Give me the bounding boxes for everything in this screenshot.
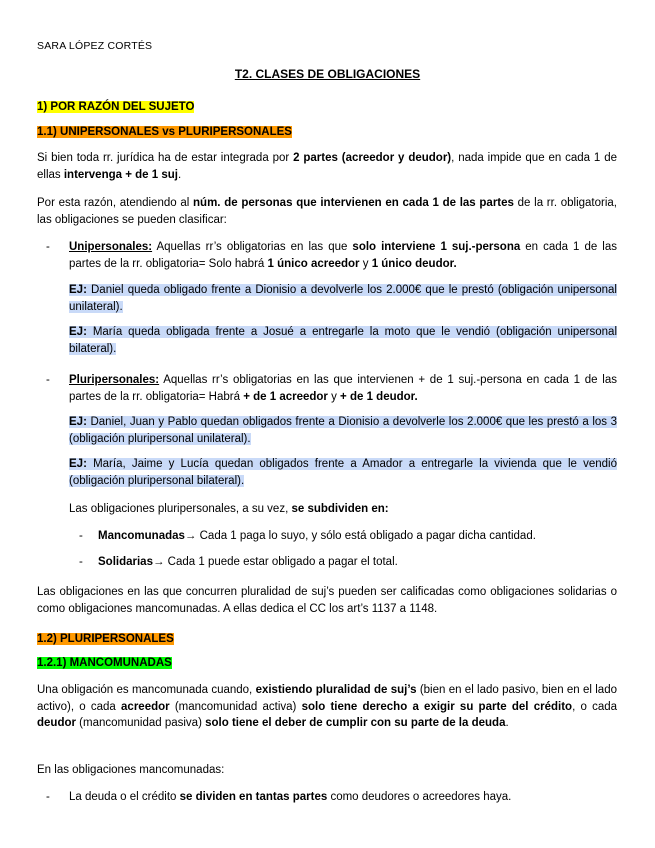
bullet-dash: - xyxy=(79,556,83,568)
example-2: EJ: María queda obligada frente a Josué a entregarle la moto que le vendió (obligación unipersonal bilateral). xyxy=(69,326,617,355)
bullet-dash: - xyxy=(46,374,50,386)
subdivision-text: Las obligaciones pluripersonales, a su vez, se subdividen en: xyxy=(69,503,389,515)
paragraph-cc: Las obligaciones en las que concurren pluralidad de suj’s pueden ser calificadas como obligaciones solidarias o como obligaciones mancomunadas. A ellas dedica el CC los art’s 1137 a 1148. xyxy=(37,586,617,615)
bullet-dash: - xyxy=(79,530,83,542)
example-1: EJ: Daniel queda obligado frente a Dionisio a devolverle los 2.000€ que le prestó (obligación unipersonal unilateral). xyxy=(69,284,617,313)
paragraph-intro: Si bien toda rr. jurídica ha de estar integrada por 2 partes (acreedor y deudor), nada impide que en cada 1 de ellas intervenga + de 1 suj. xyxy=(37,152,617,181)
paragraph-mancomunadas-intro: En las obligaciones mancomunadas: xyxy=(37,764,225,776)
list-item-pluripersonales: Pluripersonales: Aquellas rr’s obligatorias en las que intervienen + de 1 suj.-persona en cada 1 de las partes de la rr. obligatoria= Habrá + de 1 acreedor y + de 1 deudor. xyxy=(69,374,617,403)
author-name: SARA LÓPEZ CORTÉS xyxy=(37,40,153,52)
list-item-mancomunadas: Mancomunadas→ Cada 1 paga lo suyo, y sólo está obligado a pagar dicha cantidad. xyxy=(98,530,536,542)
list-item-unipersonales: Unipersonales: Aquellas rr’s obligatorias en las que solo interviene 1 suj.-persona en cada 1 de las partes de la rr. obligatoria= Solo habrá 1 único acreedor y 1 único deudor. xyxy=(69,241,617,270)
bullet-dash: - xyxy=(46,241,50,253)
example-3: EJ: Daniel, Juan y Pablo quedan obligados frente a Dionisio a devolverle los 2.000€ que les prestó a los 3 (obligación pluripersonal unilateral). xyxy=(69,416,617,445)
list-item-solidarias: Solidarias→ Cada 1 puede estar obligado a pagar el total. xyxy=(98,556,398,568)
heading-1-2: 1.2) PLURIPERSONALES xyxy=(37,633,174,645)
paragraph-classification: Por esta razón, atendiendo al núm. de personas que intervienen en cada 1 de las partes de la rr. obligatoria, las obligaciones se pueden clasificar: xyxy=(37,197,617,226)
paragraph-mancomunada-definition: Una obligación es mancomunada cuando, existiendo pluralidad de suj’s (bien en el lado pasivo, bien en el lado activo), o cada acreedor (mancomunidad activa) solo tiene derecho a exigir su parte del crédito, o cada deudor (mancomunidad pasiva) solo tiene el deber de cumplir con su parte de la deuda. xyxy=(37,684,618,729)
document-title: T2. CLASES DE OBLIGACIONES xyxy=(234,67,421,81)
bullet-dash: - xyxy=(46,791,50,803)
list-item-division: La deuda o el crédito se dividen en tantas partes como deudores o acreedores haya. xyxy=(69,791,512,803)
heading-1-2-1: 1.2.1) MANCOMUNADAS xyxy=(37,657,172,669)
heading-1-1: 1.1) UNIPERSONALES vs PLURIPERSONALES xyxy=(37,126,292,138)
heading-1: 1) POR RAZÓN DEL SUJETO xyxy=(37,101,195,113)
example-4: EJ: María, Jaime y Lucía quedan obligados frente a Amador a entregarle la vivienda que le vendió (obligación pluripersonal bilateral). xyxy=(69,458,617,487)
